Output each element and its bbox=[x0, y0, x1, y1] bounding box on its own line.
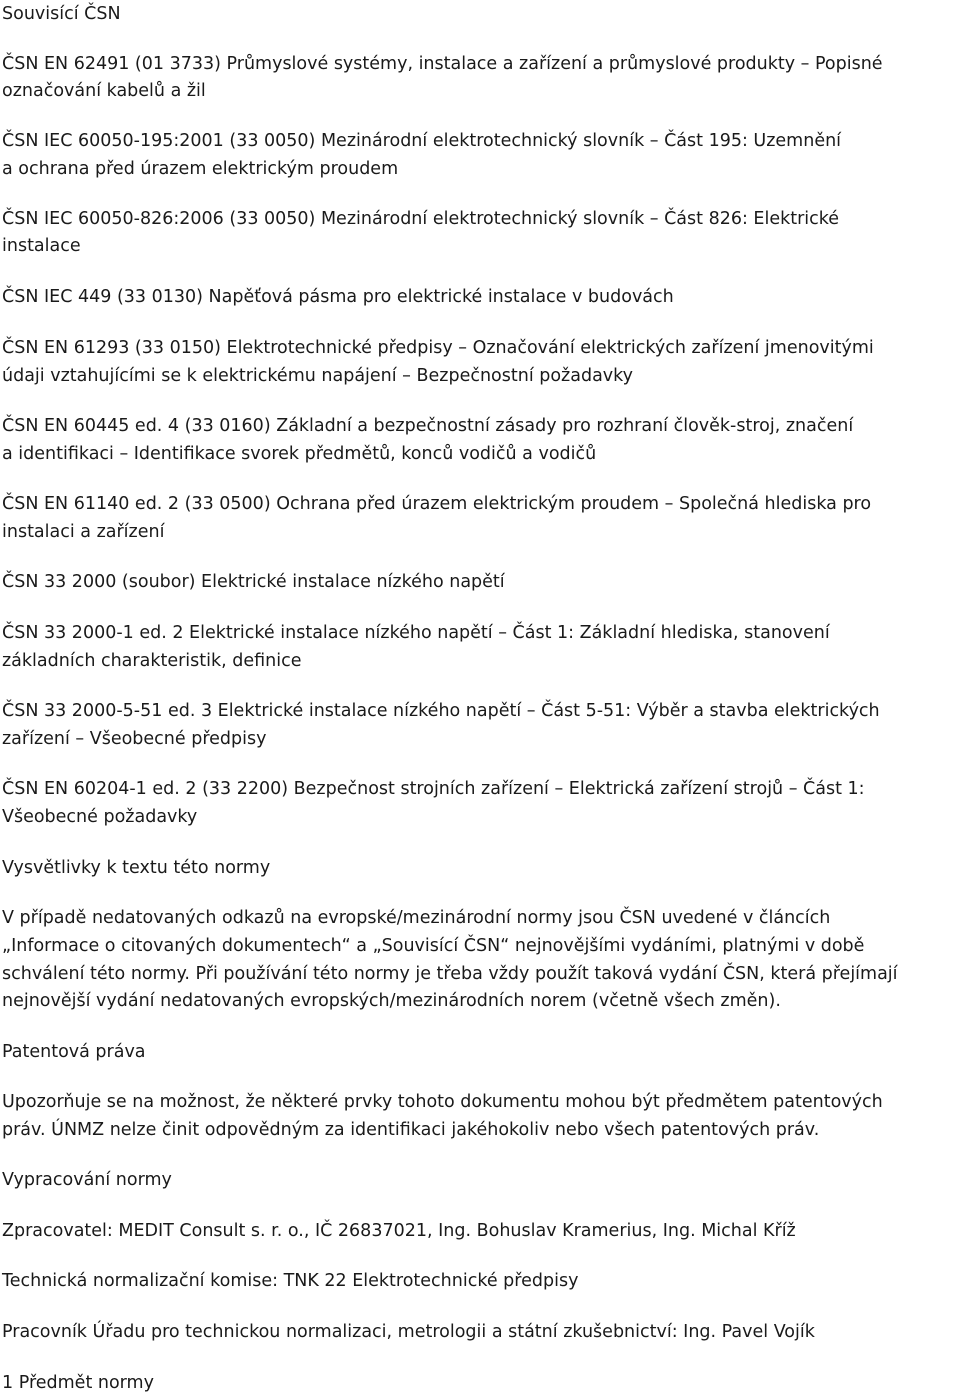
related-standard-line: ČSN EN 60204-1 ed. 2 (33 2200) Bezpečnost strojních zařízení – Elektrická zařízení strojů – Část 1: bbox=[2, 779, 865, 799]
paragraph-line: „Informace o citovaných dokumentech“ a „Souvisící ČSN“ nejnovějšími vydáními, platnými v době bbox=[2, 936, 865, 956]
related-standard-line: ČSN EN 61140 ed. 2 (33 0500) Ochrana před úrazem elektrickým proudem – Společná hlediska pro bbox=[2, 494, 872, 514]
section-heading-related-standards: Souvisící ČSN bbox=[2, 4, 121, 24]
related-standard-line: zařízení – Všeobecné předpisy bbox=[2, 729, 267, 749]
related-standard-line: a identifikaci – Identifikace svorek předmětů, konců vodičů a vodičů bbox=[2, 444, 597, 464]
paragraph-line: Upozorňuje se na možnost, že některé prvky tohoto dokumentu mohou být předmětem patentových bbox=[2, 1092, 883, 1112]
paragraph-line: V případě nedatovaných odkazů na evropské/mezinárodní normy jsou ČSN uvedené v článcích bbox=[2, 908, 831, 928]
prepared-by-text: Zpracovatel: MEDIT Consult s. r. o., IČ 26837021, Ing. Bohuslav Kramerius, Ing. Michal Kříž bbox=[2, 1221, 796, 1241]
related-standard-line: ČSN 33 2000-1 ed. 2 Elektrické instalace nízkého napětí – Část 1: Základní hlediska, stanovení bbox=[2, 623, 830, 643]
section-heading-prepared: Vypracování normy bbox=[2, 1170, 172, 1190]
related-standard-line: základních charakteristik, definice bbox=[2, 651, 302, 671]
related-standard-line: údaji vztahujícími se k elektrickému napájení – Bezpečnostní požadavky bbox=[2, 366, 634, 386]
paragraph-line: práv. ÚNMZ nelze činit odpovědným za identifikaci jakéhokoliv nebo všech patentových práv. bbox=[2, 1120, 820, 1140]
paragraph-line: nejnovější vydání nedatovaných evropských/mezinárodních norem (včetně všech změn). bbox=[2, 991, 781, 1011]
related-standard-line: instalace bbox=[2, 236, 81, 256]
section-heading-subject: 1 Předmět normy bbox=[2, 1373, 154, 1393]
related-standard-line: instalaci a zařízení bbox=[2, 522, 165, 542]
related-standard-line: ČSN 33 2000-5-51 ed. 3 Elektrické instalace nízkého napětí – Část 5-51: Výběr a stavba elektrických bbox=[2, 701, 880, 721]
related-standard-line: ČSN EN 61293 (33 0150) Elektrotechnické předpisy – Označování elektrických zařízení jmenovitými bbox=[2, 338, 874, 358]
related-standard-line: ČSN IEC 449 (33 0130) Napěťová pásma pro elektrické instalace v budovách bbox=[2, 287, 674, 307]
office-worker-text: Pracovník Úřadu pro technickou normalizaci, metrologii a státní zkušebnictví: Ing. Pavel Vojík bbox=[2, 1322, 815, 1342]
related-standard-line: označování kabelů a žil bbox=[2, 81, 206, 101]
section-heading-explanations: Vysvětlivky k textu této normy bbox=[2, 858, 271, 878]
section-heading-patents: Patentová práva bbox=[2, 1042, 146, 1062]
related-standard-line: ČSN EN 62491 (01 3733) Průmyslové systémy, instalace a zařízení a průmyslové produkty – Popisné bbox=[2, 54, 883, 74]
paragraph-line: schválení této normy. Při používání této normy je třeba vždy použít taková vydání ČSN, která přejímají bbox=[2, 964, 898, 984]
related-standard-line: Všeobecné požadavky bbox=[2, 807, 198, 827]
related-standard-line: a ochrana před úrazem elektrickým proudem bbox=[2, 159, 399, 179]
related-standard-line: ČSN IEC 60050-195:2001 (33 0050) Mezinárodní elektrotechnický slovník – Část 195: Uzemnění bbox=[2, 131, 842, 151]
committee-text: Technická normalizační komise: TNK 22 Elektrotechnické předpisy bbox=[2, 1271, 579, 1291]
related-standard-line: ČSN 33 2000 (soubor) Elektrické instalace nízkého napětí bbox=[2, 572, 505, 592]
related-standard-line: ČSN EN 60445 ed. 4 (33 0160) Základní a bezpečnostní zásady pro rozhraní člověk-stroj, značení bbox=[2, 416, 854, 436]
related-standard-line: ČSN IEC 60050-826:2006 (33 0050) Mezinárodní elektrotechnický slovník – Část 826: Elektrické bbox=[2, 209, 840, 229]
